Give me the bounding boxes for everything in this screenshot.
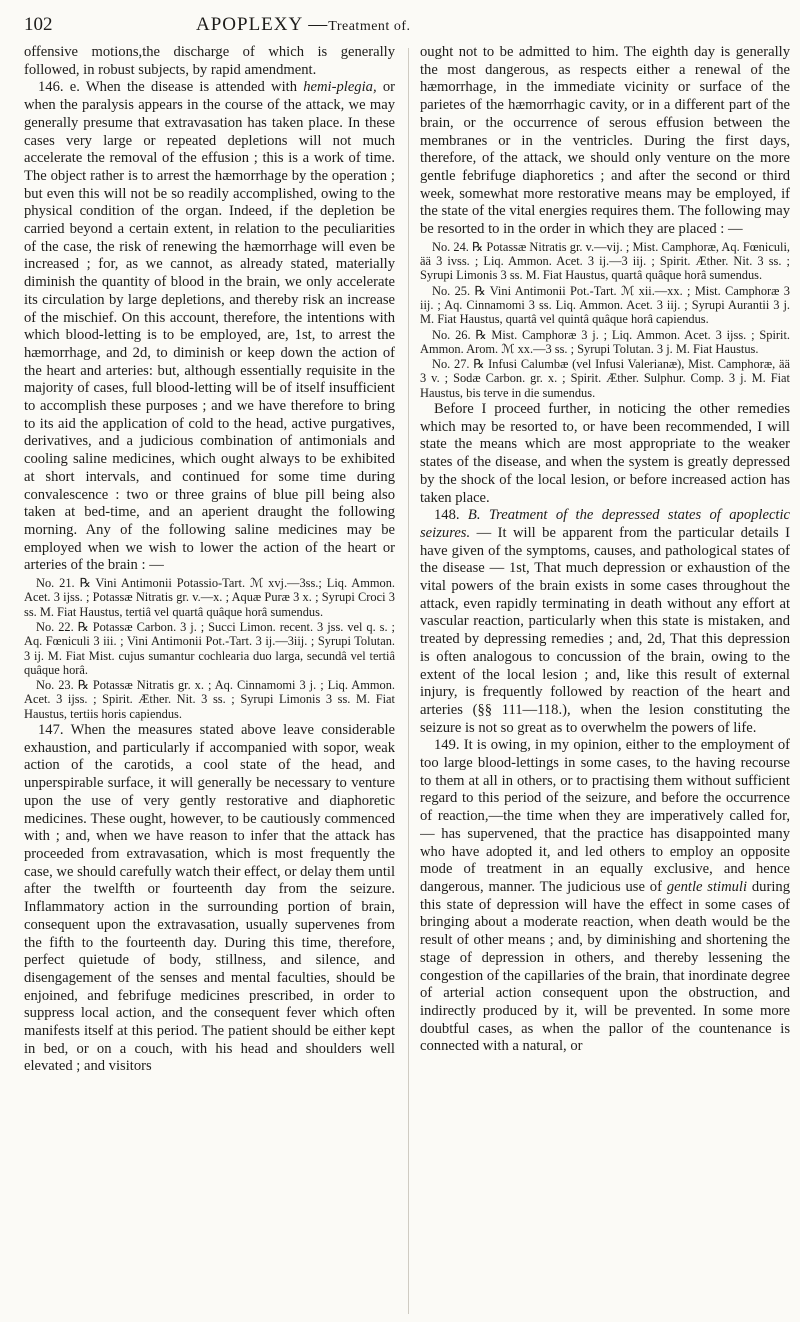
prescription-27: No. 27. ℞ Infusi Calumbæ (vel Infusi Valerianæ), Mist. Camphoræ, ää 3 v. ; Sodæ Carbon. gr. x. ; Spirit. Æther. Sulphur. Comp. 3 j. M. Fiat Haustus, bis terve in die sumendus. — [420, 357, 790, 400]
running-title — [196, 14, 410, 36]
left-column — [24, 44, 395, 1314]
running-title-main: APOPLEXY — [196, 14, 303, 35]
prescription-24: No. 24. ℞ Potassæ Nitratis gr. v.—vij. ; Mist. Camphoræ, Aq. Fœniculi, ää 3 ivss. ; Liq. Ammon. Acet. 3 ij.—3 iij. ; Spirit. Æther. Nit. 3 ss. ; Syrupi Limonis 3 ss. M. Fiat Haustus, quartâ quâque horâ sumendus. — [420, 239, 790, 283]
emphasis-text: gentle stimuli — [666, 878, 748, 895]
paragraph-147: 147. When the measures stated above leave considerable exhaustion, and particularly if accompanied with sopor, weak action of the carotids, a cool state of the head, and unperspirable surface, it will generally be necessary to venture upon the use of very gently restorative and diaphoretic medicines. These ought, however, to be cautiously commenced with ; and, when we have reason to infer that the attack has proceeded from extravasation, which is most frequently the case, we should carefully watch their effect, or delay them until after the twelfth or fourteenth day from the seizure. Inflammatory action in the surrounding portion of brain, consequent upon the extravasation, usually supervenes from the fifth to the fourteenth day. During this time, therefore, perfect quietude of body, stillness, and silence, and disengagement of the senses and mental faculties, should be enjoined, and febrifuge medicines prescribed, in order to suppress local action, and the consequent fever which often manifests itself at this period. The patient should be either kept in bed, or on a couch, with his head and shoulders well elevated ; and visitors — [24, 722, 395, 1075]
running-title-subtitle: Treatment of. — [328, 19, 411, 34]
right-column — [420, 44, 790, 1314]
page-number: 102 — [24, 14, 53, 35]
prescription-26: No. 26. ℞ Mist. Camphoræ 3 j. ; Liq. Ammon. Acet. 3 ijss. ; Spirit. Ammon. Arom. ℳ xx.—3 ss. ; Syrupi Tolutan. 3 j. M. Fiat Haustus. — [420, 327, 790, 356]
column-divider — [408, 48, 409, 1314]
prescription-21: No. 21. ℞ Vini Antimonii Potassio-Tart. ℳ xvj.—3ss.; Liq. Ammon. Acet. 3 ijss. ; Potassæ Nitratis gr. v.—x. ; Aquæ Puræ 3 x. ; Syrupi Croci 3 ss. M. Fiat Haustus, tertiâ vel quartâ quâque horâ sumendus. — [24, 576, 395, 619]
prescription-25: No. 25. ℞ Vini Antimonii Pot.-Tart. ℳ xii.—xx. ; Mist. Camphoræ 3 iij. ; Aq. Cinnamomi 3 ss. Liq. Ammon. Acet. 3 iij. ; Syrupi Aurantii 3 j. M. Fiat Haustus, quartâ vel quintâ quâque horâ capiendus. — [420, 283, 790, 327]
paragraph: offensive motions,the discharge of which is generally followed, in robust subjects, by rapid amendment. — [24, 44, 395, 78]
prescription-22: No. 22. ℞ Potassæ Carbon. 3 j. ; Succi Limon. recent. 3 jss. vel q. s. ; Aq. Fœniculi 3 iii. ; Vini Antimonii Pot.-Tart. 3 ij.—3iij. ; Syrupi Tolutan. 3 ij. M. Fiat Mist. cujus sumantur cochlearia duo larga, secundâ vel tertiâ quâque horâ. — [24, 619, 395, 677]
emphasis-text: hemi-plegia, — [303, 79, 377, 96]
section-heading: B. Treatment of the depressed states of apoplectic seizures. — [420, 507, 790, 541]
running-title-dash: — — [302, 14, 329, 35]
paragraph: ought not to be admitted to him. The eighth day is generally the most dangerous, as respects either a renewal of the hæmorrhage, in the immediate vicinity or surface of the parietes of the hæmorrhagic cavity, or in a different part of the brain, or the occurrence of serous effusion between the membranes or in the ventricles. During the first days, therefore, of the attack, we should only venture on the more gentle febrifuge diaphoretics ; and after the second or third week, somewhat more restorative means may be employed, if the state of the vital energies requires them. The following may be resorted to in the order in which they are placed : — — [420, 44, 790, 238]
paragraph-text: or when the paralysis appears in the course of the attack, we may generally presume that extravasation has taken place. In these cases very large or repeated depletions will not much accelerate the removal of the effusion ; this is a work of time. The object rather is to arrest the hæmorrhage by the operation ; but even this will not be so readily accomplished, owing to the physical condition of the organ. Indeed, if the depletion be carried beyond a certain extent, in relation to the peculiarities of the case, the risk of renewing the hæmorrhage will even be increased ; for, as we cannot, as already stated, materially diminish the quantity of blood in the brain, we only accelerate its circulation by large depletions, and thereby risk an increase of the mischief. On this account, therefore, the intentions with which blood-letting is to be employed, are, 1st, to arrest the hæmorrhage, and 2d, to diminish or keep down the action of the heart and arteries: but, although essentially requisite in the majority of cases, full blood-letting will be of itself insufficient to accomplish these purposes ; and we have therefore to bring to its aid the application of cold to the head, active purgatives, derivatives, and a judicious combination of antimonials and cooling saline medicines, which ought always to be exhibited at short intervals, and continued for some time during convalescence : two or three grains of blue pill being also taken at bed-time, and an aperient draught the following morning. Any of the following saline medicines may be employed when we wish to lower the action of the heart or arteries of the brain : — — [24, 79, 395, 574]
running-header — [24, 14, 776, 40]
paragraph-149 — [420, 737, 790, 1056]
paragraph-text: — It will be apparent from the particular details I have given of the symptoms, causes, and pathological states of the disease — 1st, That much depression or exhaustion of the vital powers of the brain exists in some cases throughout the attack, even rapidly terminating in death without any effort at vascular reaction, particularly when this state is mistaken, and treated by depressing remedies ; and, 2d, That this depression is often analogous to concussion of the brain, owing to the extent of the local lesion ; and, like this result of external injury, is frequently followed by reaction of the heart and arteries (§§ 111—118.), when the lesion constituting the seizure is not so great as to overwhelm the powers of life. — [420, 524, 790, 736]
paragraph-text: 146. e. When the disease is attended with — [38, 79, 304, 96]
paragraph-text: 149. It is owing, in my opinion, either to the employment of too large blood-lettings in some cases, to the having recourse to them at all in others, or to practising them without sufficient regard to this period of the seizure, and before the occurrence of reaction,—the time when they are imperatively called for, — has supervened, that the practice has disappointed many who have adopted it, and led others to employ an opposite mode of treatment in an equally exclusive, and hence dangerous, manner. The judicious use of — [420, 737, 790, 895]
paragraph: Before I proceed further, in noticing the other remedies which may be resorted to, or have been recommended, I will state the means which are most appropriate to the weaker states of the disease, and when the system is greatly depressed by the shock of the local lesion, or before increased action has taken place. — [420, 401, 790, 506]
paragraph-text: during this state of depression will have the effect in some cases of bringing about a moderate reaction, when death would be the result of other means ; and, by diminishing and shortening the stage of depression in others, and thereby lessening the congestion of the capillaries of the brain, that inordinate degree of arterial action consequent upon the obstruction, and indirectly produced by it, will be prevented. In some more doubtful cases, as when the pallor of the countenance is connected with a natural, or — [420, 878, 790, 1055]
paragraph-146e — [24, 79, 395, 575]
prescription-23: No. 23. ℞ Potassæ Nitratis gr. x. ; Aq. Cinnamomi 3 j. ; Liq. Ammon. Acet. 3 ijss. ; Spirit. Æther. Nit. 3 ss. ; Syrupi Limonis 3 ss. M. Fiat Haustus, tertiis horis capiendus. — [24, 678, 395, 721]
paragraph-text: 148. — [434, 507, 468, 524]
paragraph-148 — [420, 507, 790, 737]
